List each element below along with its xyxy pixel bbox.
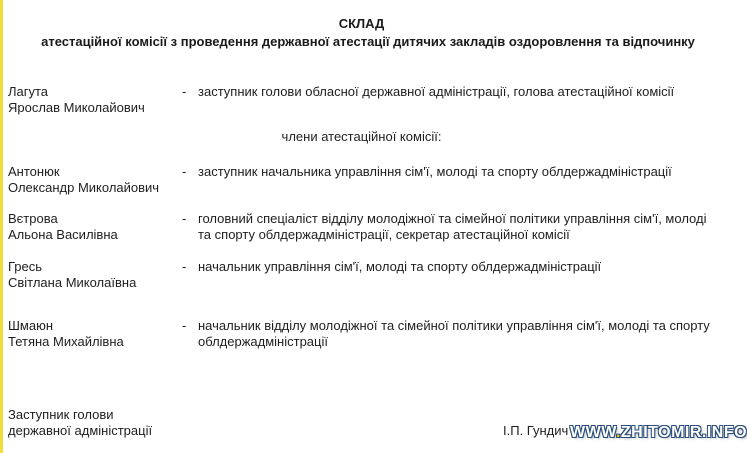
member-role: головний спеціаліст відділу молодіжної та сімейної політики управління сім'ї, молоді та спорту облдержадміністрації, секретар атестаційної комісії [198,211,707,242]
member-given-names: Світлана Миколаївна [8,275,137,290]
signature-line1: Заступник голови [8,407,114,422]
member-role: начальник відділу молодіжної та сімейної політики управління сім'ї, молоді та спорту облдержадміністрації [198,318,710,349]
watermark-dot: . [615,424,621,441]
chair-name [8,84,145,116]
members-heading: члени атестаційної комісії: [281,129,442,144]
member-surname: Гресь [8,259,43,274]
signature-line2: державної адміністрації [8,423,153,438]
chair-dash: - [182,84,187,99]
member-dash: - [182,164,187,179]
signature-initials: І.П. Гундич [503,423,569,438]
member-dash: - [182,318,187,333]
site-watermark [570,424,747,442]
signature-block [8,407,152,439]
member-name [8,211,118,243]
left-edge-strip [0,0,3,453]
member-name [8,318,124,350]
member-given-names: Олександр Миколайович [8,180,160,195]
watermark-site: ZHITOMIR.INFO [620,424,747,441]
document-title: СКЛАД [338,16,385,31]
watermark-prefix: WWW [570,424,616,441]
document-subtitle: атестаційної комісії з проведення державної атестації дитячих закладів оздоровлення та відпочинку [41,34,695,49]
member-dash: - [182,211,187,226]
chair-surname: Лагута [8,84,49,99]
chair-given-names: Ярослав Миколайович [8,100,145,115]
member-surname: Антонюк [8,164,60,179]
member-surname: Шмаюн [8,318,54,333]
member-surname: Вєтрова [8,211,58,226]
member-role: заступник начальника управління сім'ї, молоді та спорту облдержадміністрації [198,164,672,179]
member-dash: - [182,259,187,274]
chair-role: заступник голови обласної державної адміністрації, голова атестаційної комісії [198,84,675,99]
member-name [8,259,136,291]
member-given-names: Альона Василівна [8,227,118,242]
member-role: начальник управління сім'ї, молоді та спорту облдержадміністрації [198,259,602,274]
member-name [8,164,159,196]
member-given-names: Тетяна Михайлівна [8,334,124,349]
